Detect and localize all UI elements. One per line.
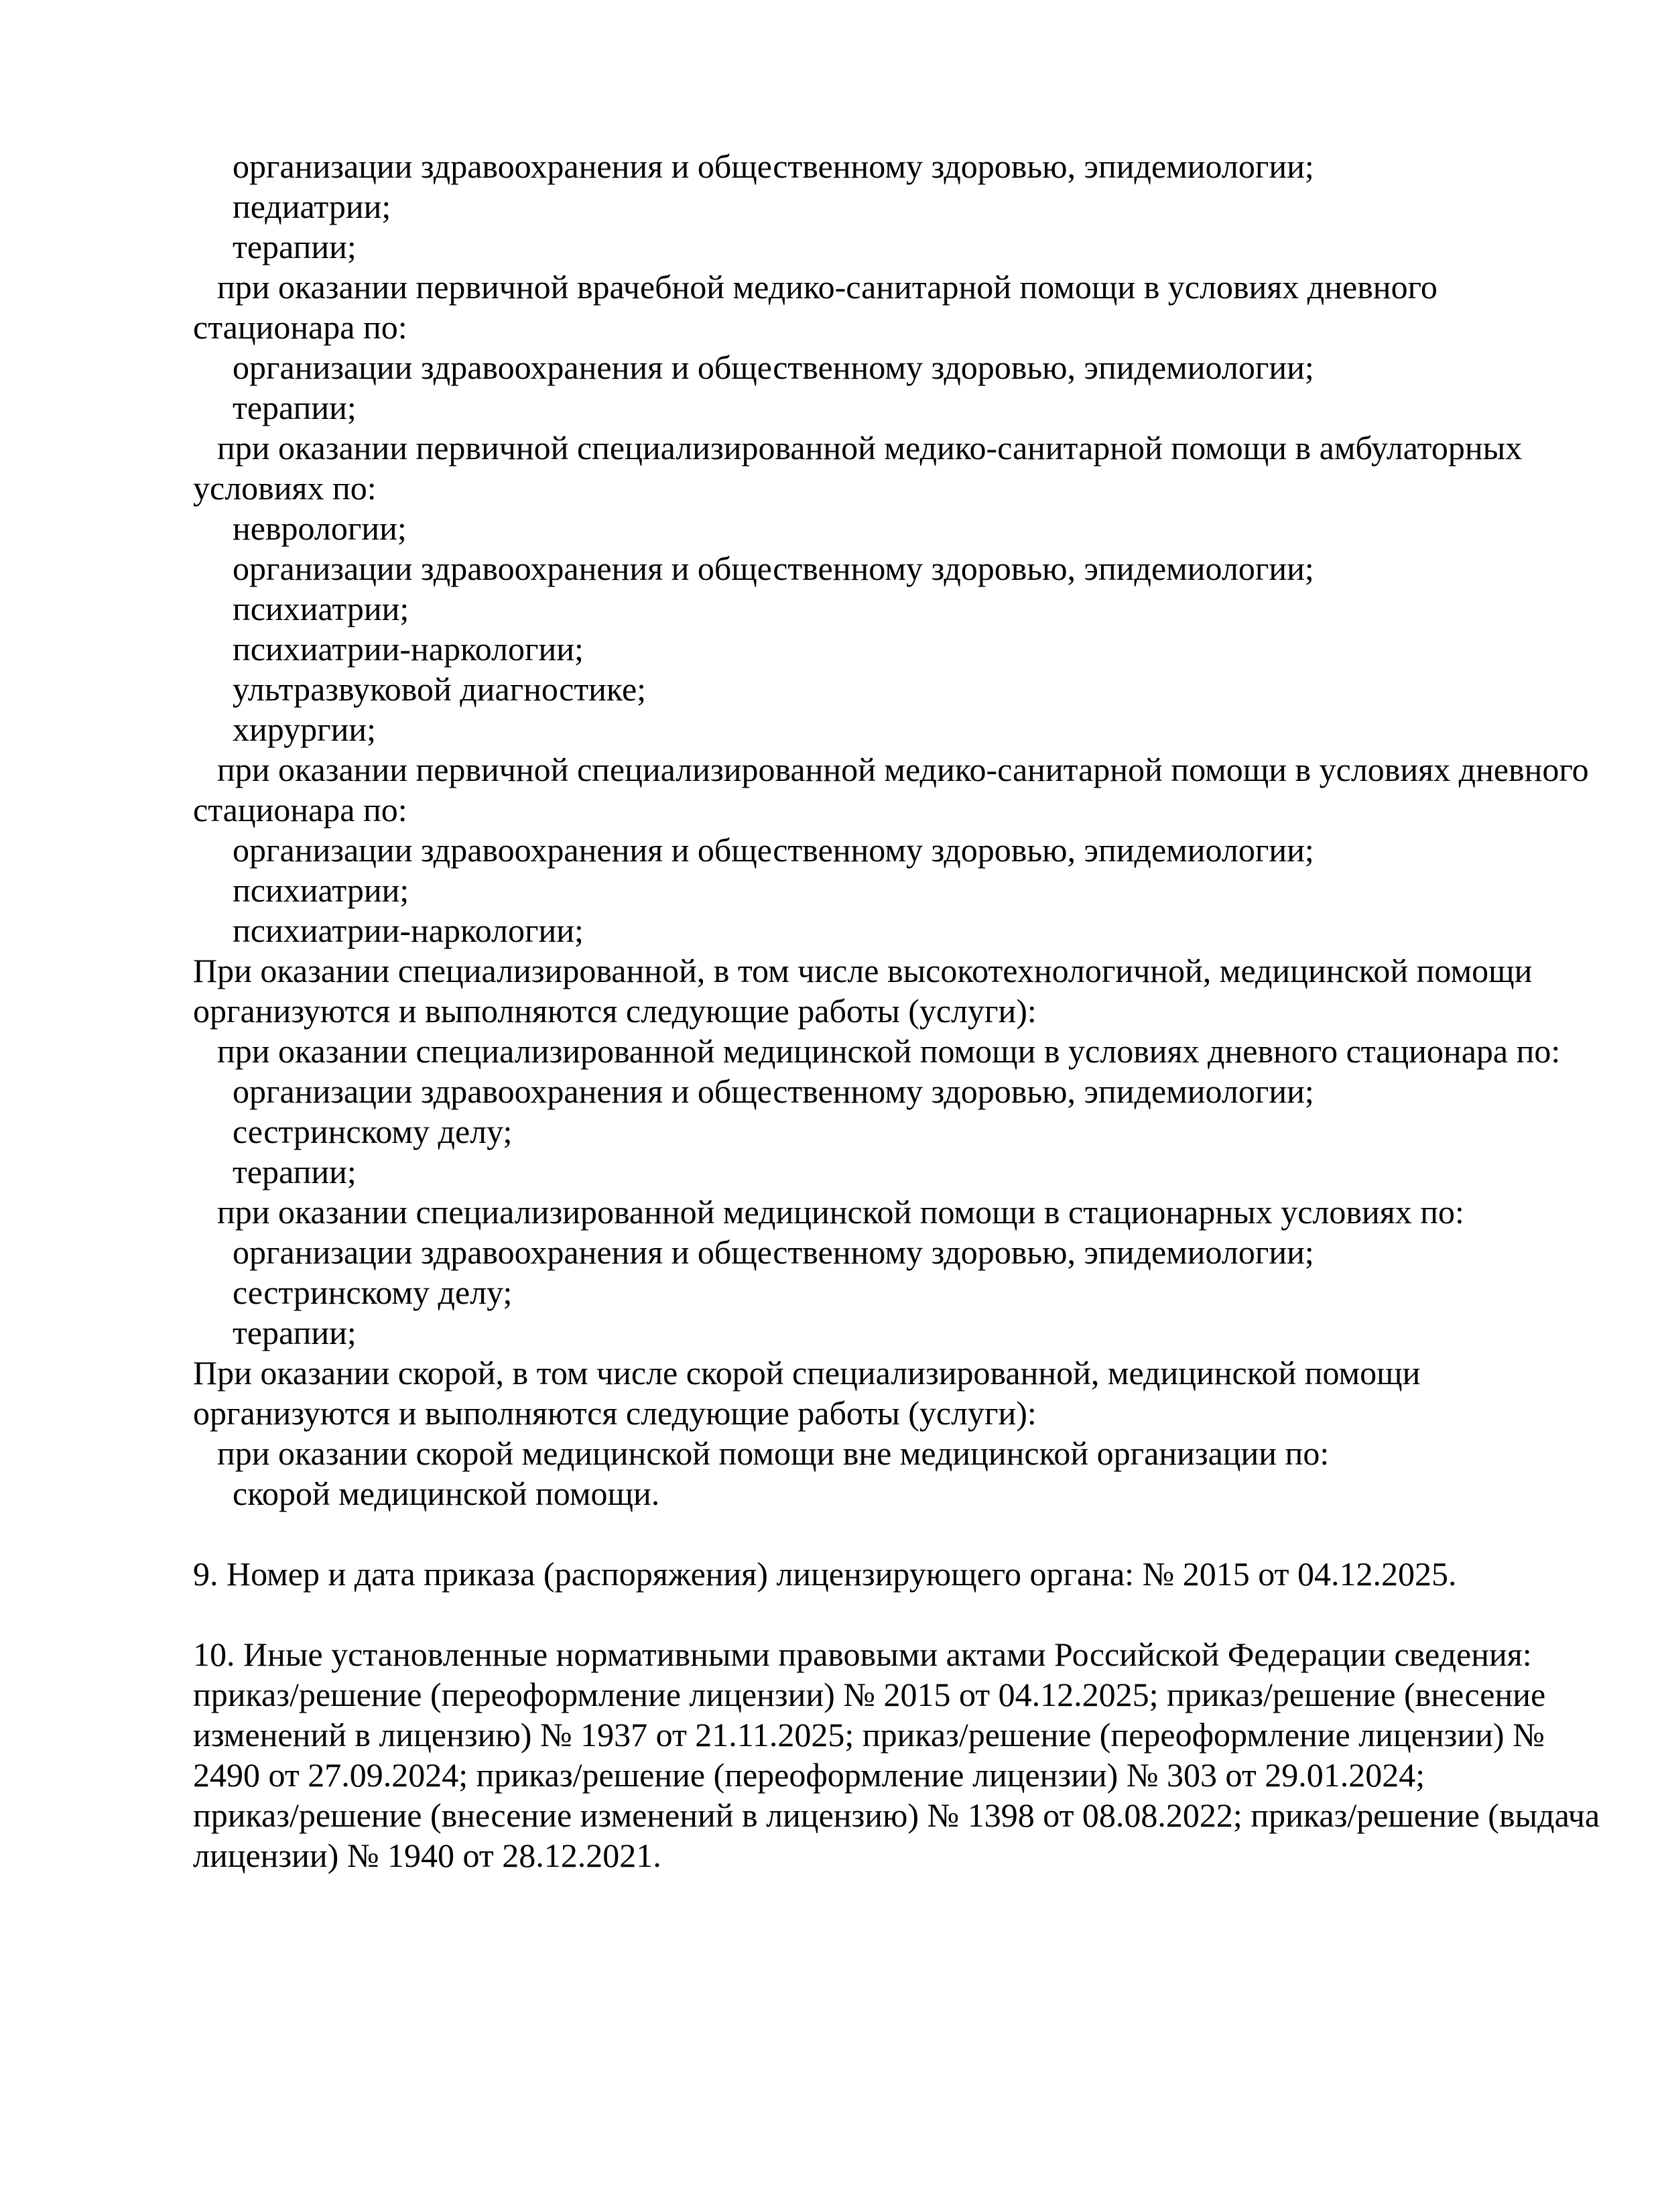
text-line: терапии; [233, 389, 357, 426]
text-line: терапии; [233, 1314, 357, 1351]
blank-line [193, 1594, 1600, 1634]
text-line: психиатрии-наркологии; [233, 630, 584, 668]
text-line: сестринскому делу; [233, 1274, 513, 1311]
order-number-line: 9. Номер и дата приказа (распоряжения) лицензирующего органа: № 2015 от 04.12.2025. [193, 1555, 1457, 1593]
text-line: организации здравоохранения и общественному здоровью, эпидемиологии; [233, 349, 1314, 386]
text-line: 2490 от 27.09.2024; приказ/решение (переоформление лицензии) № 303 от 29.01.2024; [193, 1756, 1425, 1794]
text-line: при оказании скорой медицинской помощи вне медицинской организации по: [217, 1434, 1330, 1472]
text-line: при оказании первичной специализированной медико-санитарной помощи в амбулаторных [217, 429, 1523, 467]
text-line: организации здравоохранения и общественному здоровью, эпидемиологии; [233, 147, 1314, 185]
text-line: психиатрии; [233, 590, 409, 627]
text-line: при оказании первичной врачебной медико-санитарной помощи в условиях дневного [217, 268, 1437, 306]
text-line: изменений в лицензию) № 1937 от 21.11.2025; приказ/решение (переоформление лицензии) № [193, 1716, 1545, 1754]
text-line: лицензии) № 1940 от 28.12.2021. [193, 1837, 661, 1874]
text-line: терапии; [233, 1153, 357, 1190]
text-line: стационара по: [193, 308, 407, 346]
text-line: ультразвуковой диагностике; [233, 670, 647, 708]
text-line: организации здравоохранения и общественному здоровью, эпидемиологии; [233, 831, 1314, 869]
text-line: организации здравоохранения и общественному здоровью, эпидемиологии; [233, 1072, 1314, 1110]
text-line: организации здравоохранения и общественному здоровью, эпидемиологии; [233, 1233, 1314, 1271]
text-line: условиях по: [193, 469, 377, 507]
text-line: При оказании скорой, в том числе скорой специализированной, медицинской помощи [193, 1354, 1421, 1392]
text-line: стационара по: [193, 791, 407, 828]
text-line: приказ/решение (переоформление лицензии) № 2015 от 04.12.2025; приказ/решение (внесение [193, 1676, 1546, 1713]
text-line: организации здравоохранения и общественному здоровью, эпидемиологии; [233, 550, 1314, 587]
text-line: педиатрии; [233, 188, 391, 225]
text-line: сестринскому делу; [233, 1113, 513, 1150]
text-line: неврологии; [233, 509, 407, 547]
text-line: 10. Иные установленные нормативными правовыми актами Российской Федерации сведения: [193, 1636, 1532, 1673]
document-text-block [193, 146, 1600, 1876]
text-line: организуются и выполняются следующие работы (услуги): [193, 992, 1037, 1030]
text-line: терапии; [233, 228, 357, 265]
text-line: психиатрии-наркологии; [233, 912, 584, 949]
text-line: хирургии; [233, 711, 377, 748]
text-line: скорой медицинской помощи. [233, 1475, 660, 1512]
text-line: при оказании специализированной медицинской помощи в условиях дневного стационара по: [217, 1032, 1561, 1070]
text-line: при оказании первичной специализированной медико-санитарной помощи в условиях дневного [217, 751, 1589, 788]
text-line: организуются и выполняются следующие работы (услуги): [193, 1394, 1037, 1432]
text-line: приказ/решение (внесение изменений в лицензию) № 1398 от 08.08.2022; приказ/решение (выдача [193, 1796, 1600, 1834]
text-line: при оказании специализированной медицинской помощи в стационарных условиях по: [217, 1193, 1464, 1231]
text-line: психиатрии; [233, 871, 409, 909]
text-line: При оказании специализированной, в том числе высокотехнологичной, медицинской помощи [193, 952, 1533, 989]
blank-line [193, 1514, 1600, 1554]
